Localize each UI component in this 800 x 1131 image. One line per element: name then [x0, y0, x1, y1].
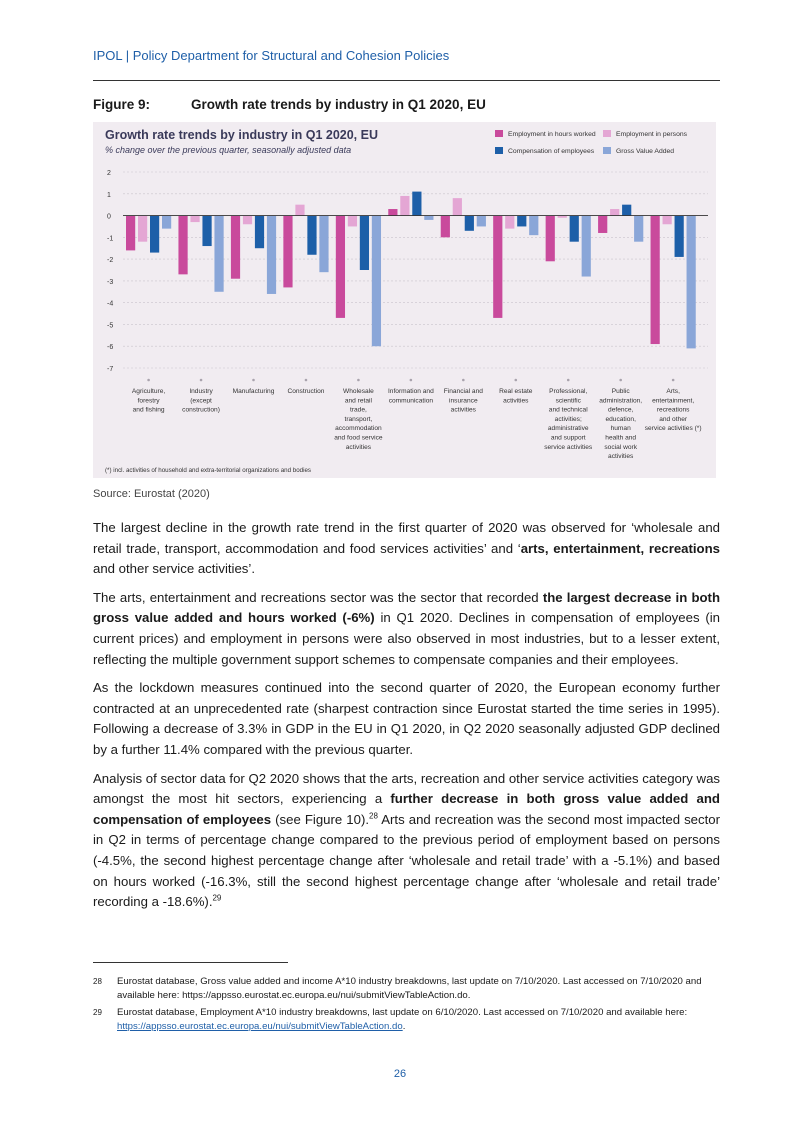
bar	[412, 192, 421, 216]
x-tick-label: trade,	[349, 406, 367, 414]
page-number: 26	[393, 1068, 407, 1080]
bar	[493, 216, 502, 318]
x-tick-label: Construction	[287, 388, 325, 395]
legend-label: Compensation of employees	[508, 148, 595, 155]
paragraph	[93, 518, 720, 580]
text-run: and other service activities’.	[93, 561, 255, 577]
bar	[651, 216, 660, 344]
bar	[529, 216, 538, 236]
x-tick-label: and retail	[344, 397, 372, 405]
x-tick-label: insurance	[449, 397, 478, 405]
bar	[360, 216, 369, 270]
bar	[441, 216, 450, 238]
footnote-text: Eurostat database, Gross value added and income A*10 industry breakdowns, last update on 7/10/2020. Last accessed on 7/10/2020 and available here: https://appsso.eurostat.ec.europa.eu/nui/submitViewTableAction.do.	[117, 976, 702, 1001]
x-tick-label: scientific	[555, 397, 581, 405]
x-tick-label: Real estate	[499, 388, 533, 395]
legend-swatch	[603, 147, 611, 154]
text-run: The arts, entertainment and recreations sector was the sector that recorded	[93, 589, 543, 605]
tick-marker	[147, 379, 150, 382]
text-run: .	[402, 1020, 406, 1032]
x-tick-label: social work	[604, 443, 638, 451]
bar	[307, 216, 316, 255]
bar	[319, 216, 328, 273]
bar	[546, 216, 555, 262]
bar	[190, 216, 199, 223]
text-run: Eurostat database, Employment A*10 industry breakdowns, last update on 6/10/2020. Last accessed on 7/10/2020 and available here:	[117, 1007, 688, 1018]
bar	[687, 216, 696, 349]
x-tick-label: accommodation	[335, 425, 382, 433]
bar	[267, 216, 276, 294]
y-tick-label: -4	[107, 300, 114, 308]
bar	[634, 216, 643, 242]
text-run: Analysis of sector data for Q2 2020 shows that the arts, recreation and other service activities category was amongst the most hit sectors, experiencing a	[93, 770, 720, 807]
bar	[138, 216, 147, 242]
x-axis-labels	[132, 379, 702, 460]
footnote	[93, 1006, 720, 1033]
legend-label: Employment in hours worked	[508, 131, 596, 138]
legend-swatch	[603, 130, 611, 137]
x-tick-label: Professional,	[549, 388, 588, 395]
footnote-rule	[93, 962, 288, 963]
tick-marker	[357, 379, 360, 382]
chart-legend	[495, 130, 688, 155]
text-run: in Q1 2020. Declines in compensation of employees (in current prices) and employment in persons were also observed in most industries, but to a lesser extent, reflecting the multiple government support schemes to compensate companies and their employees.	[93, 610, 720, 667]
x-tick-label: service activities	[544, 443, 593, 451]
legend-label: Employment in persons	[616, 131, 688, 138]
bold-run: the largest decrease in both gross value added and hours worked (-6%)	[93, 589, 721, 626]
x-tick-label: transport,	[344, 415, 373, 423]
footnote-text	[117, 1006, 720, 1033]
figure-title-text: Growth rate trends by industry in Q1 2020, EU	[191, 97, 486, 112]
x-tick-label: forestry	[137, 397, 160, 405]
x-tick-label: and support	[550, 434, 586, 442]
x-tick-label: Manufacturing	[232, 388, 275, 395]
tick-marker	[410, 379, 413, 382]
tick-marker	[619, 379, 622, 382]
bar	[570, 216, 579, 242]
tick-marker	[462, 379, 465, 382]
y-tick-label: -7	[107, 366, 114, 373]
tick-marker	[567, 379, 570, 382]
x-tick-label: human	[610, 425, 631, 433]
paragraph: As the lockdown measures continued into the second quarter of 2020, the European economy further contracted at an unprecedented rate (sharpest contraction since Eurostat started the time series in 1995). Following a decrease of 3.3% in GDP in the EU in Q1 2020, in Q2 2020 seasonally adjusted GDP declined by a further 11.4% compared with the previous quarter.	[93, 680, 720, 757]
bar	[675, 216, 684, 257]
x-tick-label: communication	[388, 397, 434, 405]
bar	[424, 216, 433, 220]
bold-run: further decrease in both gross value added and compensation of employees	[93, 791, 720, 827]
x-tick-label: Agriculture,	[131, 388, 166, 395]
x-tick-label: recreations	[656, 406, 690, 414]
bar	[505, 216, 514, 229]
y-tick-label: -1	[107, 235, 114, 243]
bar	[178, 216, 187, 275]
bar	[162, 216, 171, 229]
bar	[243, 216, 252, 225]
eurostat-link[interactable]: https://appsso.eurostat.ec.europa.eu/nui/submitViewTableAction.do	[117, 1020, 403, 1032]
tick-marker	[514, 379, 517, 382]
tick-marker	[200, 379, 203, 382]
bar	[372, 216, 381, 347]
bar	[126, 216, 135, 251]
x-tick-label: and food service	[334, 434, 383, 442]
chart-subtitle: % change over the previous quarter, seasonally adjusted data	[105, 145, 352, 155]
tick-marker	[672, 379, 675, 382]
x-tick-label: and other	[659, 415, 688, 423]
chart-bars	[126, 192, 696, 349]
x-tick-label: health and	[605, 434, 637, 442]
footnote-ref[interactable]: 28	[369, 811, 378, 821]
footnote-ref[interactable]: 29	[212, 893, 222, 903]
bar	[283, 216, 292, 288]
x-tick-label: Information and	[387, 388, 434, 395]
x-tick-label: service activities (*)	[644, 425, 702, 433]
x-tick-label: and fishing	[132, 406, 165, 414]
running-header: IPOL | Policy Department for Structural and Cohesion Policies	[93, 48, 450, 63]
x-tick-label: activities	[345, 443, 372, 451]
text-run: (see Figure 10).	[271, 811, 370, 827]
tick-marker	[305, 379, 308, 382]
bar	[453, 198, 462, 215]
legend-swatch	[495, 130, 503, 137]
text-run: Arts and recreation was the second most impacted sector in Q2 in terms of percentage change compared to the previous period of employment based on persons (-4.5%, the second highest percentage change after ‘wholesale and retail trade’ with a -5.1%) and based on hours worked (-16.3%, still the second highest percentage change after ‘wholesale and retail trade’ recording a -18.6%).	[93, 811, 721, 910]
y-tick-label: -2	[107, 257, 114, 265]
x-tick-label: education,	[605, 415, 636, 423]
figure-source: Source: Eurostat (2020)	[93, 488, 210, 500]
bar	[517, 216, 526, 227]
legend-label: Gross Value Added	[616, 148, 675, 155]
x-tick-label: construction)	[182, 406, 220, 414]
bar	[477, 216, 486, 227]
y-tick-label: -5	[107, 322, 114, 330]
y-tick-label: 0	[107, 213, 111, 221]
legend-swatch	[495, 147, 503, 154]
bar	[663, 216, 672, 225]
x-tick-label: activities	[608, 453, 634, 461]
y-tick-label: 2	[107, 170, 111, 177]
tick-marker	[252, 379, 255, 382]
bar	[231, 216, 240, 279]
x-tick-label: administrative	[547, 425, 589, 433]
footnote-number: 29	[93, 1008, 102, 1017]
bar	[295, 205, 304, 216]
x-tick-label: and technical	[548, 406, 588, 414]
bar	[150, 216, 159, 253]
paragraph	[93, 769, 720, 913]
figure-number: Figure 9:	[93, 97, 151, 112]
chart-note: (*) incl. activities of household and extra-territorial organizations and bodies	[105, 467, 312, 474]
chart-title: Growth rate trends by industry in Q1 2020, EU	[105, 128, 378, 142]
x-tick-label: activities;	[554, 415, 582, 423]
x-tick-label: activities	[450, 406, 476, 414]
bar	[598, 216, 607, 233]
x-tick-label: administration,	[599, 397, 643, 405]
x-tick-label: Financial and	[443, 388, 483, 395]
bar	[202, 216, 211, 246]
x-tick-label: activities	[503, 397, 529, 405]
bar	[214, 216, 223, 292]
paragraph	[93, 588, 720, 670]
x-tick-label: Arts,	[666, 388, 680, 395]
bold-run: arts, entertainment, recreations	[520, 540, 720, 556]
footnote-number: 28	[93, 977, 102, 986]
footnotes	[93, 975, 720, 1037]
bar	[465, 216, 474, 231]
y-tick-label: -3	[107, 278, 114, 286]
figure-title	[93, 97, 486, 112]
bar	[622, 205, 631, 216]
body-text	[93, 518, 720, 921]
footnote	[93, 975, 720, 1002]
header-rule	[93, 80, 720, 81]
bar-chart	[93, 122, 716, 478]
bar	[348, 216, 357, 227]
chart-container	[93, 122, 716, 478]
bar	[336, 216, 345, 318]
x-tick-label: (except	[190, 397, 212, 405]
bar	[610, 209, 619, 216]
x-tick-label: Industry	[189, 388, 213, 395]
x-tick-label: Wholesale	[343, 388, 374, 395]
y-tick-label: 1	[107, 191, 111, 199]
bar	[388, 209, 397, 216]
bar	[255, 216, 264, 249]
text-run: The largest decline in the growth rate trend in the first quarter of 2020 was observed for ‘wholesale and retail trade, transport, accommodation and food services activities’ and ‘	[93, 520, 720, 556]
y-tick-label: -6	[107, 344, 114, 352]
bar	[582, 216, 591, 277]
x-tick-label: defence,	[608, 406, 634, 414]
x-tick-label: entertainment,	[652, 397, 695, 405]
x-tick-label: Public	[611, 388, 630, 395]
bar	[400, 196, 409, 216]
y-axis	[107, 170, 113, 373]
